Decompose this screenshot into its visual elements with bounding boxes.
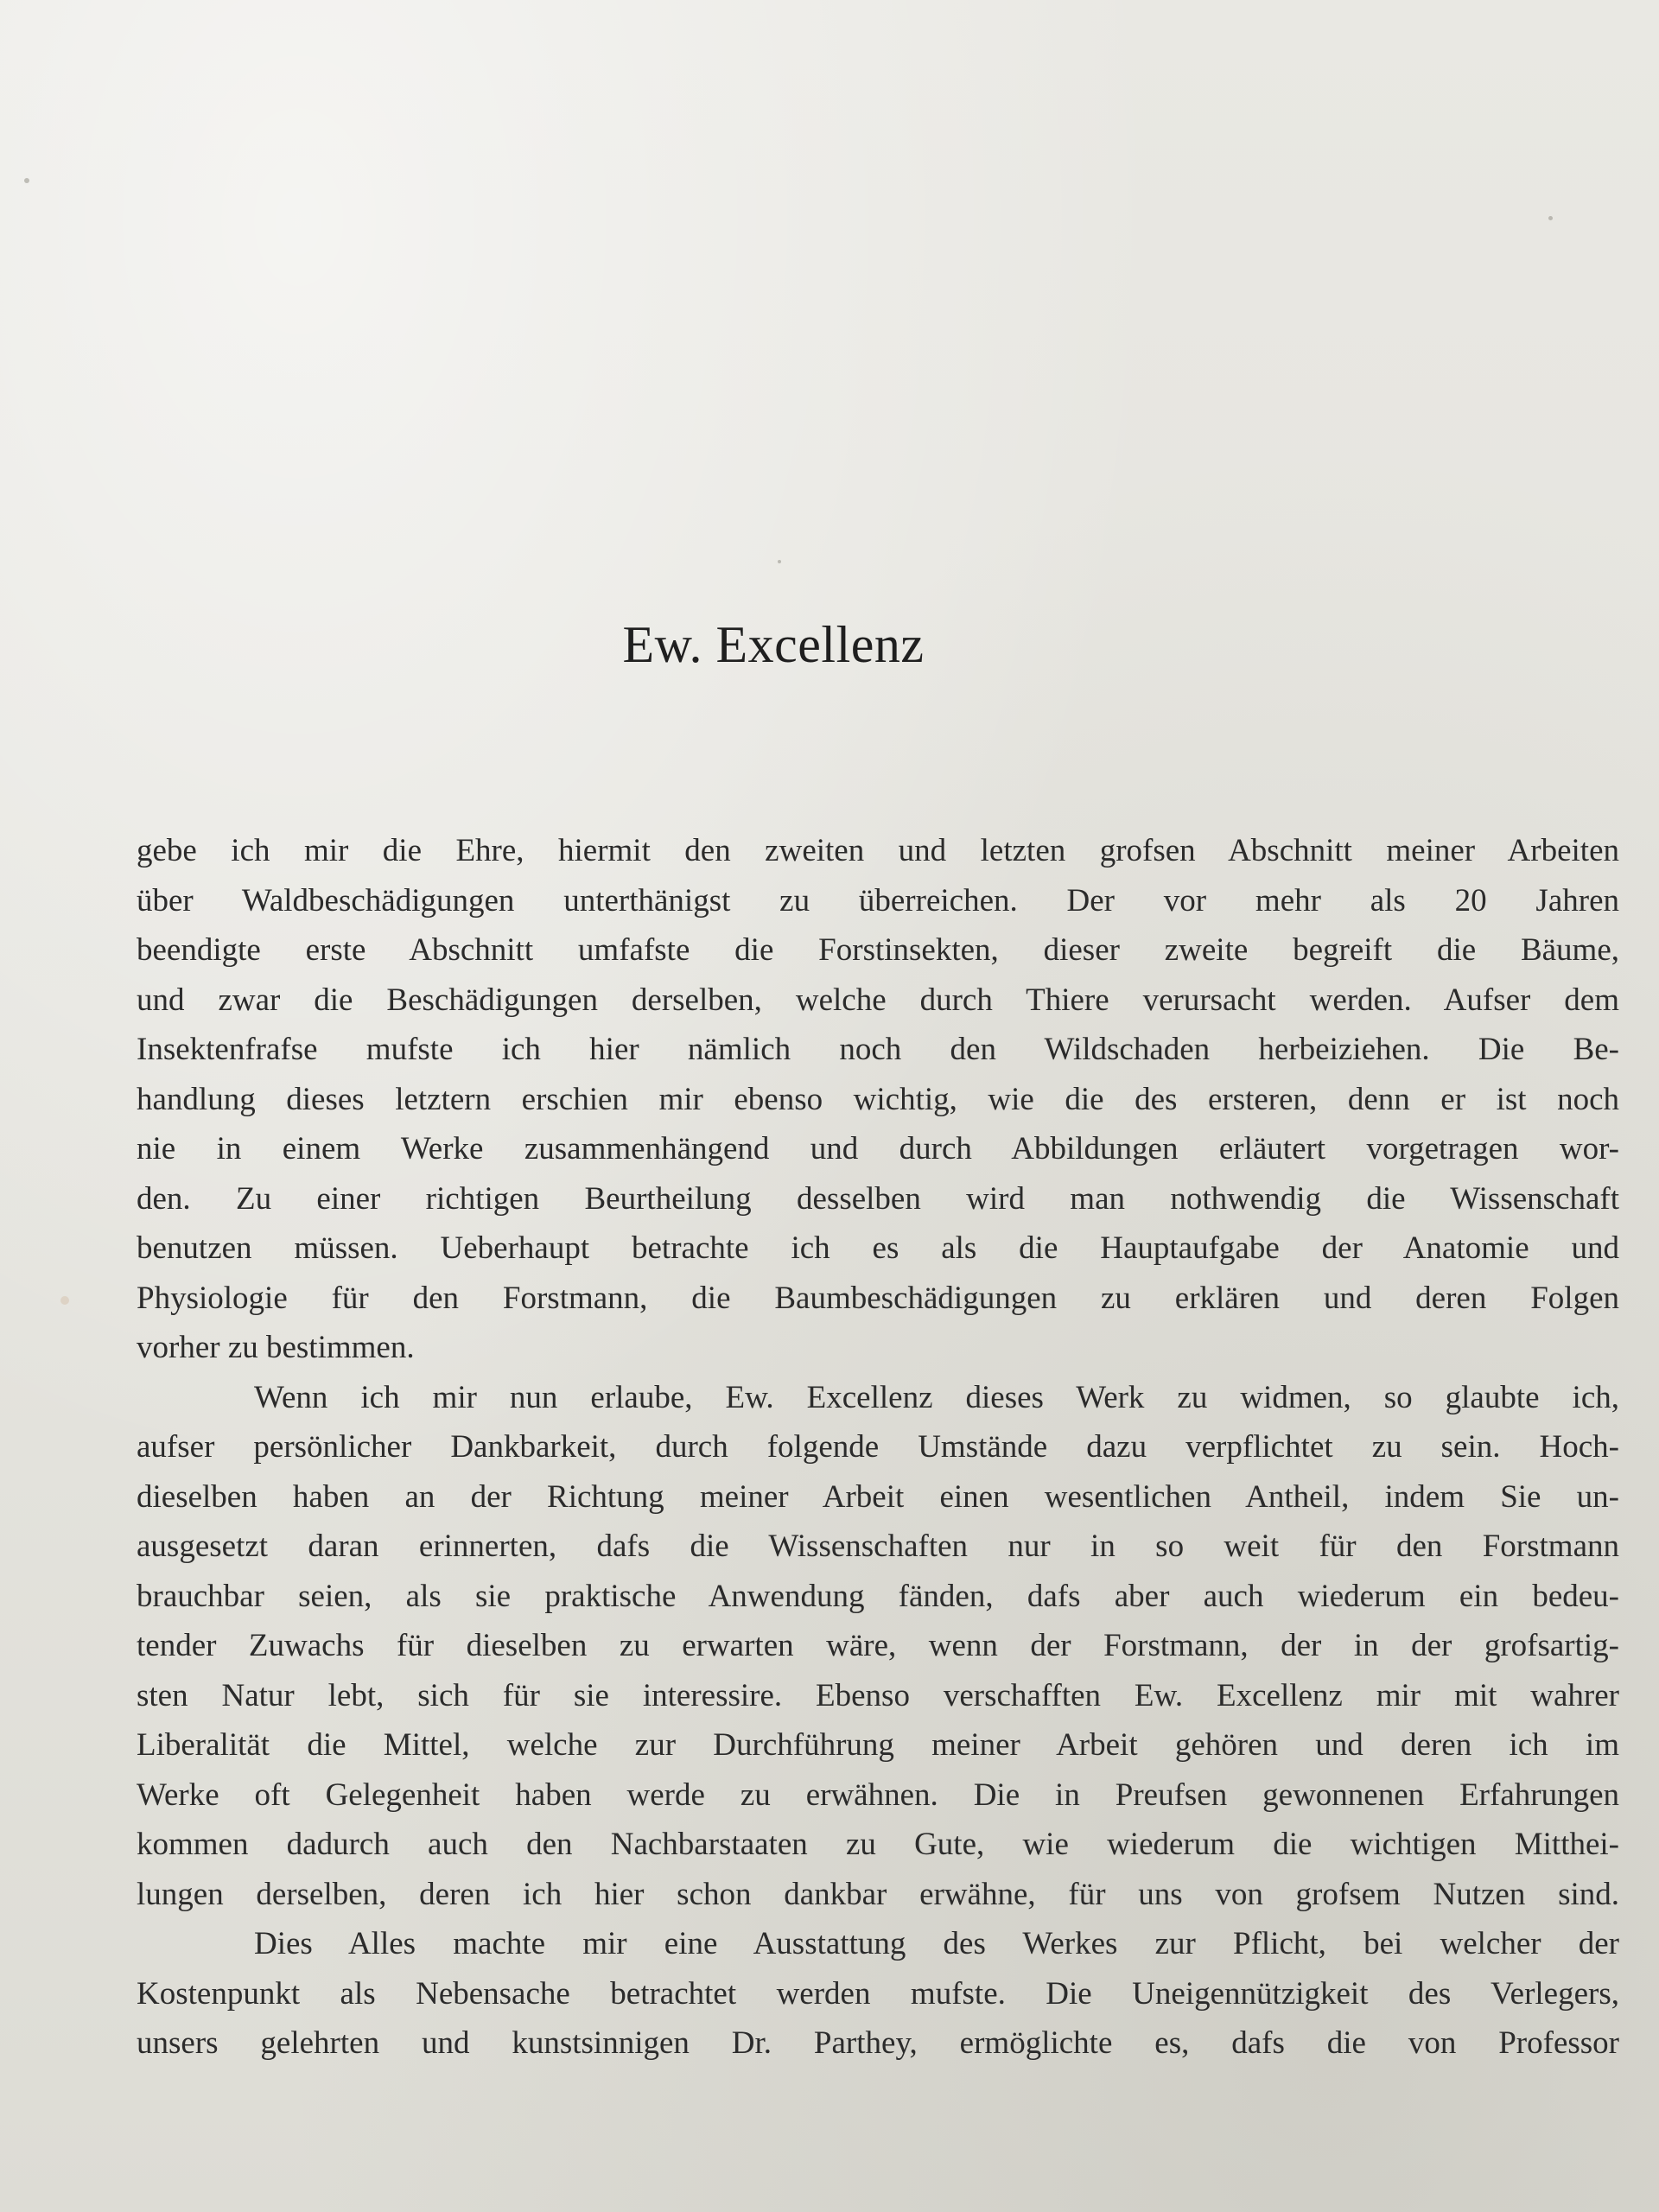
text-line: sten Natur lebt, sich für sie interessire. Ebenso verschafften Ew. Excellenz mir mit wahrer (137, 1677, 1619, 1713)
text-line: kommen dadurch auch den Nachbarstaaten zu Gute, wie wiederum die wichtigen Mitthei- (137, 1827, 1619, 1862)
text-line: über Waldbeschädigungen unterthänigst zu überreichen. Der vor mehr als 20 Jahren (137, 882, 1619, 918)
text-line: Liberalität die Mittel, welche zur Durchführung meiner Arbeit gehören und deren ich im (137, 1727, 1619, 1763)
text-line: handlung dieses letztern erschien mir ebenso wichtig, wie die des ersteren, denn er ist noch (137, 1081, 1619, 1117)
text-line: und zwar die Beschädigungen derselben, welche durch Thiere verursacht werden. Aufser dem (137, 982, 1619, 1018)
text-line: Werke oft Gelegenheit haben werde zu erwähnen. Die in Preufsen gewonnenen Erfahrungen (137, 1777, 1619, 1813)
text-line: Dies Alles machte mir eine Ausstattung des Werkes zur Pflicht, bei welcher der (254, 1926, 1619, 1961)
dedication-heading: Ew. Excellenz (622, 616, 925, 673)
paper-speck (60, 1296, 69, 1305)
paragraph-1 (137, 826, 1619, 1373)
paper-speck (1548, 216, 1553, 220)
text-line: gebe ich mir die Ehre, hiermit den zweiten und letzten grofsen Abschnitt meiner Arbeiten (137, 833, 1619, 868)
text-line: ausgesetzt daran erinnerten, dafs die Wissenschaften nur in so weit für den Forstmann (137, 1529, 1619, 1564)
text-line: unsers gelehrten und kunstsinnigen Dr. Parthey, ermöglichte es, dafs die von Professor (137, 2025, 1619, 2061)
paragraph-3 (137, 1919, 1619, 2069)
dedication-text (137, 826, 1619, 2069)
paragraph-2 (137, 1373, 1619, 1920)
text-line: nie in einem Werke zusammenhängend und durch Abbildungen erläutert vorgetragen wor- (137, 1131, 1619, 1166)
text-line: dieselben haben an der Richtung meiner Arbeit einen wesentlichen Antheil, indem Sie un- (137, 1478, 1619, 1515)
text-line: benutzen müssen. Ueberhaupt betrachte ich es als die Hauptaufgabe der Anatomie und (137, 1230, 1619, 1266)
text-line: Kostenpunkt als Nebensache betrachtet werden mufste. Die Uneigennützigkeit des Verlegers, (137, 1975, 1619, 2012)
text-line: tender Zuwachs für dieselben zu erwarten wäre, wenn der Forstmann, der in der grofsartig- (137, 1628, 1619, 1663)
paper-speck (778, 560, 781, 563)
text-line: Physiologie für den Forstmann, die Baumbeschädigungen zu erklären und deren Folgen (137, 1280, 1619, 1316)
text-line: aufser persönlicher Dankbarkeit, durch folgende Umstände dazu verpflichtet zu sein. Hoch- (137, 1429, 1619, 1465)
text-line: den. Zu einer richtigen Beurtheilung desselben wird man nothwendig die Wissenschaft (137, 1180, 1619, 1217)
text-line: beendigte erste Abschnitt umfafste die Forstinsekten, dieser zweite begreift die Bäume, (137, 932, 1619, 968)
text-line: Wenn ich mir nun erlaube, Ew. Excellenz dieses Werk zu widmen, so glaubte ich, (254, 1379, 1619, 1415)
text-line: vorher zu bestimmen. (137, 1330, 415, 1365)
paper-speck (24, 178, 29, 183)
text-line: Insektenfrafse mufste ich hier nämlich noch den Wildschaden herbeiziehen. Die Be- (137, 1032, 1619, 1067)
text-line: lungen derselben, deren ich hier schon dankbar erwähne, für uns von grofsem Nutzen sind. (137, 1876, 1619, 1912)
text-line: brauchbar seien, als sie praktische Anwendung fänden, dafs aber auch wiederum ein bedeu- (137, 1578, 1619, 1614)
